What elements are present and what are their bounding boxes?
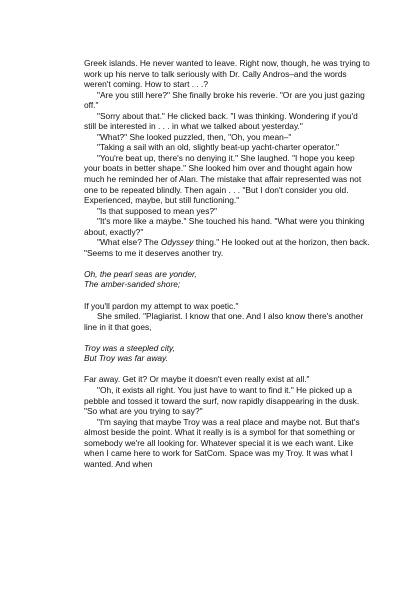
paragraph: "Sorry about that." He clicked back. "I was thinking. Wondering if you'd still be interested in . . . in what we talked about yesterday." bbox=[84, 110, 358, 132]
paragraph: "It's more like a maybe." She touched his hand. "What were you thinking about, exactly?" bbox=[84, 216, 365, 237]
verse-line: Oh, the pearl seas are yonder, bbox=[84, 268, 197, 279]
verse-line: Troy was a steepled city, bbox=[84, 342, 175, 353]
paragraph: "What?" She looked puzzled, then, "Oh, you mean–" bbox=[97, 131, 292, 142]
stanza-gap bbox=[84, 258, 370, 269]
text-run: "What else? The bbox=[97, 237, 161, 248]
stanza-gap bbox=[84, 364, 370, 375]
paragraph: "Are you still here?" She finally broke his reverie. "Or are you just gazing off." bbox=[84, 89, 365, 111]
paragraph-continuation: Greek islands. He never wanted to leave. Right now, though, he was trying to work up his nerve to talk seriously with Dr. Cally Andros–and the words weren't coming. How to start . . .? bbox=[84, 58, 370, 90]
paragraph: "You're beat up, there's no denying it." She laughed. "I hope you keep your boats in better shape." She looked him over and thought again how much he reminded her of Alan. The mistake that affair represented was not one to be repeated blindly. Then again . . . "But I don't consider you old. Experienced, maybe, but still functioning." bbox=[84, 152, 362, 206]
paragraph-continuation: If you'll pardon my attempt to wax poetic." bbox=[84, 300, 239, 311]
stanza-gap bbox=[84, 290, 370, 301]
paragraph: She smiled. "Plagiarist. I know that one. And I also know there's another line in it that goes, bbox=[84, 311, 364, 332]
stanza-gap bbox=[84, 332, 370, 343]
paragraph-odyssey bbox=[84, 237, 370, 258]
paragraph: "Taking a sail with an old, slightly beat-up yacht-charter operator." bbox=[97, 142, 339, 153]
verse-line: The amber-sanded shore; bbox=[84, 279, 181, 290]
paragraph: "Is that supposed to mean yes?" bbox=[97, 205, 218, 216]
book-page bbox=[84, 58, 370, 469]
paragraph-continuation: Far away. Get it? Or maybe it doesn't even really exist at all." bbox=[84, 374, 310, 385]
text-run: thing." He looked out at the horizon, then back. "Seems to me it deserves another try. bbox=[84, 237, 370, 258]
paragraph: "Oh, it exists all right. You just have to want to find it." He picked up a pebble and tossed it toward the surf, now rapidly disappearing in the dusk. "So what are you trying to say?" bbox=[84, 384, 360, 417]
book-title-italic: Odyssey bbox=[160, 237, 194, 248]
paragraph: "I'm saying that maybe Troy was a real place and maybe not. But that's almost beside the point. What it really is is a symbol for that something or somebody we're all looking for. Whatever special it is we each want. Like when I came here to work for SatCom. Space was my Troy. It was what I wanted. And when bbox=[84, 416, 360, 469]
verse-line: But Troy was far away. bbox=[84, 353, 168, 364]
